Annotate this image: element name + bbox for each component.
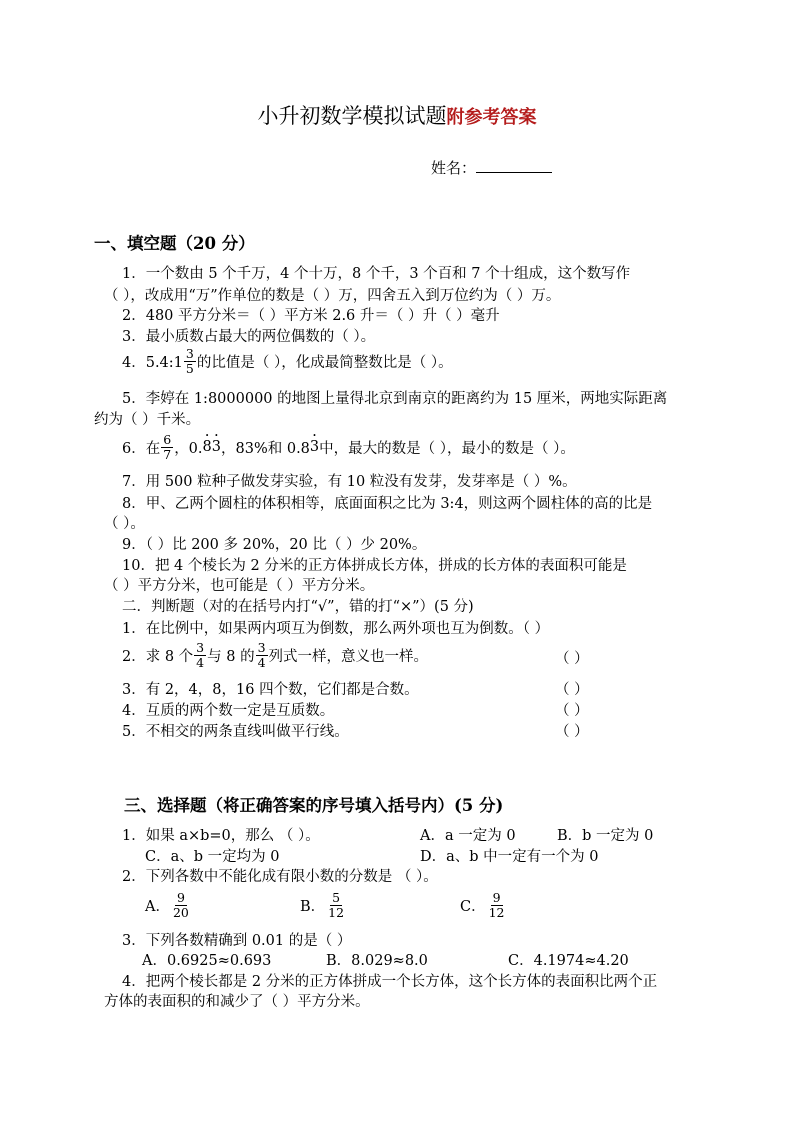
q1-6-text-g: 中，最大的数是（ ），最小的数是（ ）。 <box>319 440 575 457</box>
q2-1: 1．在比例中，如果两内项互为倒数，那么两外项也互为倒数。（ ） <box>122 621 550 637</box>
q1-6-fraction <box>161 433 173 462</box>
q2-5: 5．不相交的两条直线叫做平行线。 <box>122 724 349 740</box>
q3-3-option-c: C．4.1974≈4.20 <box>508 953 629 969</box>
fraction-numerator: 3 <box>185 345 194 361</box>
q1-6-text-e: ，83%和 0.8 <box>221 440 310 457</box>
q1-5-line1: 5．李婷在 1:8000000 的地图上量得北京到南京的距离约为 15 厘米，两地实际距离 <box>122 391 668 407</box>
q1-5-line2: 约为（ ）千米。 <box>94 412 201 428</box>
q1-6-text-a: 6．在 <box>122 440 161 457</box>
q1-1-line1: 1．一个数由 5 个千万，4 个十万，8 个千，3 个百和 7 个十组成，这个数写作 <box>122 266 631 282</box>
q2-2-fraction-2 <box>256 641 268 670</box>
q1-4-text-b: 的比值是（ ），化成最简整数比是（ ）。 <box>196 354 453 371</box>
section3-heading: 三、选择题（将正确答案的序号填入括号内）(5 分) <box>124 796 504 815</box>
q3-4-line2: 方体的表面积的和减少了（ ）平方分米。 <box>104 994 370 1010</box>
q3-3-option-a: A．0.6925≈0.693 <box>142 953 272 969</box>
q3-1-option-a: A．a 一定为 0 <box>420 828 516 844</box>
option-fraction <box>487 891 507 920</box>
option-label: C． <box>460 898 486 915</box>
q3-1-option-d: D．a、b 中一定有一个为 0 <box>420 849 599 865</box>
q2-2-text-a: 2．求 8 个 <box>122 648 194 665</box>
q2-2 <box>122 636 428 674</box>
option-label: B． <box>300 898 326 915</box>
q3-2-option-c <box>460 884 508 926</box>
q1-2: 2．480 平方分米＝（ ）平方米 2.6 升＝（ ）升（ ）毫升 <box>122 308 500 324</box>
section1-heading: 一、填空题（20 分） <box>94 234 255 253</box>
fraction-denominator: 12 <box>328 904 345 920</box>
q3-4-line1: 4．把两个棱长都是 2 分米的正方体拼成一个长方体，这个长方体的表面积比两个正 <box>122 974 658 990</box>
q1-7: 7．用 500 粒种子做发芽实验，有 10 粒没有发芽，发芽率是（ ）%。 <box>122 474 577 490</box>
fraction-numerator: 9 <box>176 889 185 905</box>
q1-8-line2: （ ）。 <box>104 516 145 532</box>
fraction-numerator: 5 <box>332 889 341 905</box>
q2-3-answer-paren[interactable]: （ ） <box>555 682 589 698</box>
name-blank[interactable] <box>476 158 552 173</box>
q1-3: 3．最小质数占最大的两位偶数的（ ）。 <box>122 329 376 345</box>
q2-4-answer-paren[interactable]: （ ） <box>555 703 589 719</box>
q1-4 <box>122 343 453 379</box>
page-title <box>0 100 794 130</box>
title-main: 小升初数学模拟试题 <box>257 104 447 128</box>
q3-3-option-b: B．8.029≈8.0 <box>326 953 428 969</box>
option-label: A． <box>145 898 170 915</box>
q2-2-fraction-1 <box>194 641 206 670</box>
q1-9: 9．（ ）比 200 多 20%，20 比（ ）少 20%。 <box>122 537 427 553</box>
q3-2-option-a <box>145 884 192 926</box>
repeating-digit: · 3 <box>212 439 221 455</box>
q3-1-option-b: B．b 一定为 0 <box>557 828 654 844</box>
q3-1-option-c: C．a、b 一定均为 0 <box>145 849 280 865</box>
fraction-denominator: 12 <box>488 904 505 920</box>
name-field <box>431 157 552 178</box>
q2-2-text-c: 列式一样，意义也一样。 <box>268 648 429 665</box>
q2-4: 4．互质的两个数一定是互质数。 <box>122 703 335 719</box>
q1-6-text-b: ，0. <box>174 440 203 457</box>
fraction-denominator: 4 <box>196 654 205 670</box>
fraction-denominator: 20 <box>172 904 189 920</box>
title-answer-note: 附参考答案 <box>446 107 537 128</box>
q1-6 <box>122 428 575 466</box>
q1-10-line1: 10．把 4 个棱长为 2 分米的正方体拼成长方体，拼成的长方体的表面积可能是 <box>122 558 627 574</box>
fraction-denominator: 7 <box>163 446 172 462</box>
q2-5-answer-paren[interactable]: （ ） <box>555 724 589 740</box>
q1-4-fraction <box>184 347 196 376</box>
q2-3: 3．有 2，4，8，16 四个数，它们都是合数。 <box>122 682 419 698</box>
q3-2: 2．下列各数中不能化成有限小数的分数是 （ ）。 <box>122 869 438 885</box>
fraction-numerator: 3 <box>196 639 205 655</box>
option-fraction <box>326 891 346 920</box>
fraction-numerator: 6 <box>163 431 172 447</box>
fraction-numerator: 3 <box>257 639 266 655</box>
q1-10-line2: （ ）平方分米，也可能是（ ）平方分米。 <box>104 578 375 594</box>
repeating-digit: · 8 <box>203 439 212 455</box>
fraction-denominator: 4 <box>257 654 266 670</box>
section2-heading: 二．判断题（对的在括号内打“√”，错的打“×”）(5 分) <box>122 599 474 615</box>
q3-3: 3．下列各数精确到 0.01 的是（ ） <box>122 933 352 949</box>
fraction-denominator: 5 <box>185 360 194 376</box>
q2-2-text-b: 与 8 的 <box>207 648 255 665</box>
q1-8-line1: 8．甲、乙两个圆柱的体积相等，底面面积之比为 3:4，则这两个圆柱体的高的比是 <box>122 496 653 512</box>
repeating-digit: · 3 <box>310 439 319 455</box>
q3-1: 1．如果 a×b=0，那么 （ ）。 <box>122 828 320 844</box>
q1-4-text-a: 4．5.4:1 <box>122 354 183 371</box>
option-fraction <box>171 891 191 920</box>
name-label: 姓名： <box>431 159 477 177</box>
q2-2-answer-paren[interactable]: （ ） <box>555 651 589 667</box>
fraction-numerator: 9 <box>492 889 501 905</box>
q3-2-option-b <box>300 884 347 926</box>
q1-1-line2: （ ），改成用“万”作单位的数是（ ）万，四舍五入到万位约为（ ）万。 <box>104 288 561 304</box>
